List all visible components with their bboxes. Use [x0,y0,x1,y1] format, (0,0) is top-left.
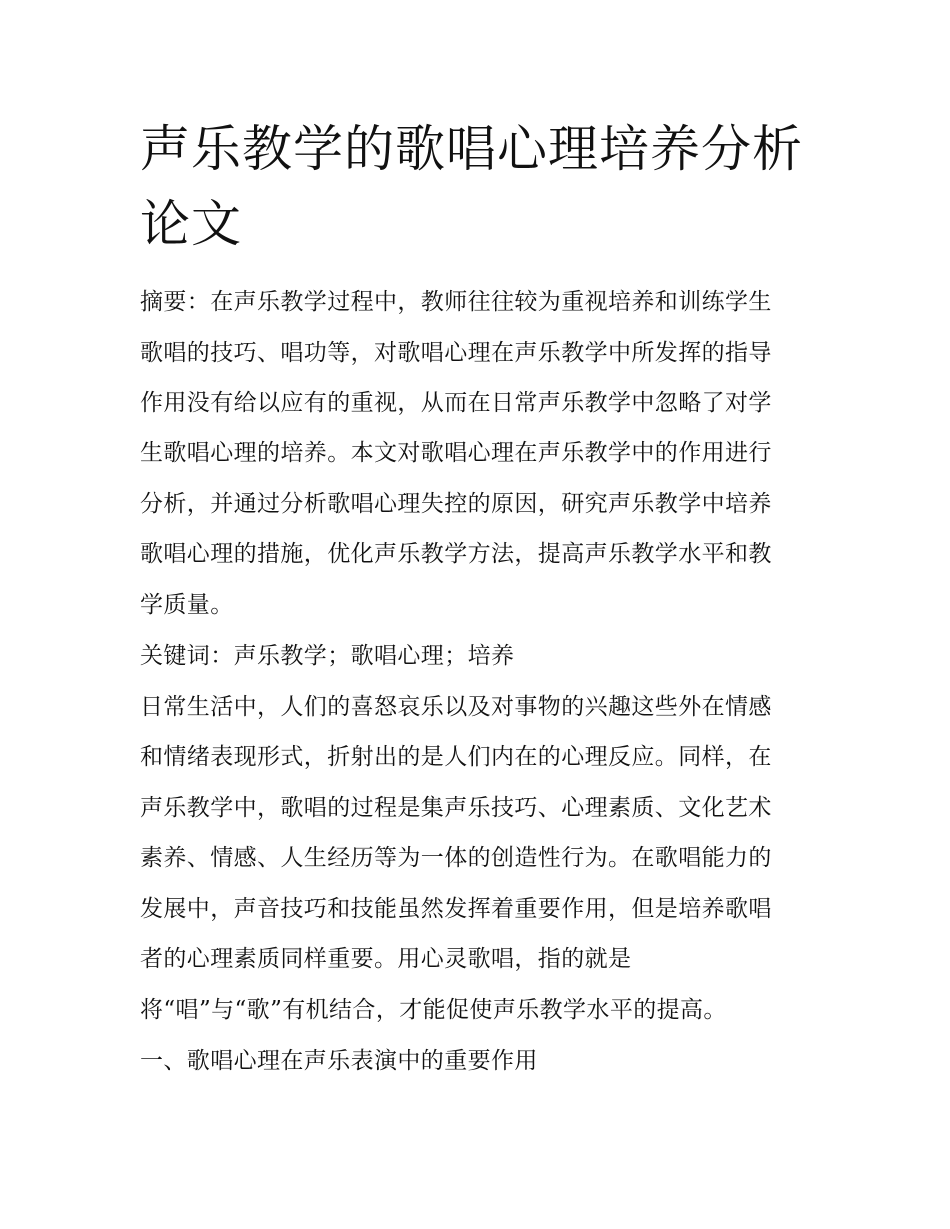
intro-line-5: 发展中，声音技巧和技能虽然发挥着重要作用，但是培养歌唱 [140,896,772,922]
abstract-line-1: 摘要：在声乐教学过程中，教师往往较为重视培养和训练学生 [140,289,772,315]
abstract-line-2: 歌唱的技巧、唱功等，对歌唱心理在声乐教学中所发挥的指导 [140,340,772,366]
abstract-line-3: 作用没有给以应有的重视，从而在日常声乐教学中忽略了对学 [140,390,772,416]
abstract-line-5: 分析，并通过分析歌唱心理失控的原因，研究声乐教学中培养 [140,491,772,517]
intro-line-3: 声乐教学中，歌唱的过程是集声乐技巧、心理素质、文化艺术 [140,795,772,821]
intro-line-1: 日常生活中，人们的喜怒哀乐以及对事物的兴趣这些外在情感 [140,694,772,720]
document-title: 声乐教学的歌唱心理培养分析论文 [140,120,803,253]
intro-line-2: 和情绪表现形式，折射出的是人们内在的心理反应。同样，在 [140,744,772,770]
abstract-line-6: 歌唱心理的措施，优化声乐教学方法，提高声乐教学水平和教 [140,541,772,567]
abstract-line-7: 学质量。 [140,592,234,618]
keywords-line: 关键词：声乐教学；歌唱心理；培养 [140,643,515,669]
intro-line-7: 将“唱”与“歌”有机结合，才能促使声乐教学水平的提高。 [140,997,727,1023]
intro-line-4: 素养、情感、人生经历等为一体的创造性行为。在歌唱能力的 [140,845,772,871]
abstract-line-4: 生歌唱心理的培养。本文对歌唱心理在声乐教学中的作用进行 [140,440,772,466]
section-heading: 一、歌唱心理在声乐表演中的重要作用 [140,1048,538,1074]
intro-line-6: 者的心理素质同样重要。用心灵歌唱，指的就是 [140,946,632,972]
